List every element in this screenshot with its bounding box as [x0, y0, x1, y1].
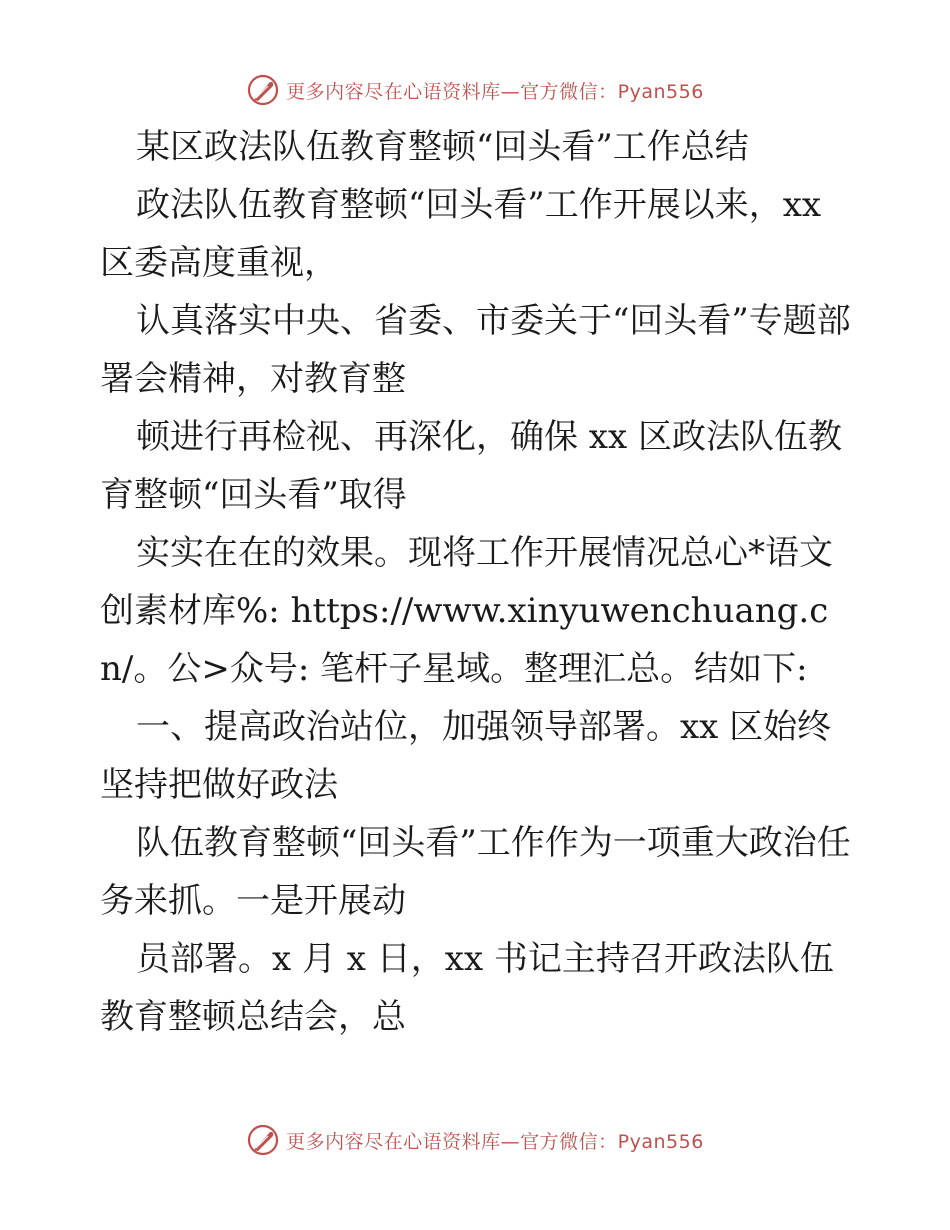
document-body — [100, 118, 852, 1046]
feather-pen-logo-icon — [246, 73, 280, 107]
paragraph: 实实在在的效果。现将工作开展情况总心*语文创素材库%: https://www.xinyuwenchuang.cn/。公>众号: 笔杆子星域。整理汇总。结如下: — [100, 533, 833, 689]
document-title: 某区政法队伍教育整顿“回头看”工作总结 — [136, 127, 749, 167]
paragraph: 政法队伍教育整顿“回头看”工作开展以来，xx区委高度重视， — [100, 185, 822, 283]
footer-watermark-banner — [0, 1120, 950, 1160]
paragraph: 队伍教育整顿“回头看”工作作为一项重大政治任务来抓。一是开展动 — [100, 823, 851, 921]
paragraph: 认真落实中央、省委、市委关于“回头看”专题部署会精神，对教育整 — [100, 301, 851, 399]
header-watermark-banner — [0, 70, 950, 110]
paragraph: 员部署。x 月 x 日，xx 书记主持召开政法队伍教育整顿总结会，总 — [100, 939, 834, 1037]
footer-watermark-text: 更多内容尽在心语资料库—官方微信：Pyan556 — [286, 1130, 704, 1153]
paragraph: 顿进行再检视、再深化，确保 xx 区政法队伍教育整顿“回头看”取得 — [100, 417, 842, 515]
feather-pen-logo-icon — [246, 1123, 280, 1157]
header-watermark-text: 更多内容尽在心语资料库—官方微信：Pyan556 — [286, 80, 704, 103]
paragraph: 一、提高政治站位，加强领导部署。xx 区始终坚持把做好政法 — [100, 707, 832, 805]
